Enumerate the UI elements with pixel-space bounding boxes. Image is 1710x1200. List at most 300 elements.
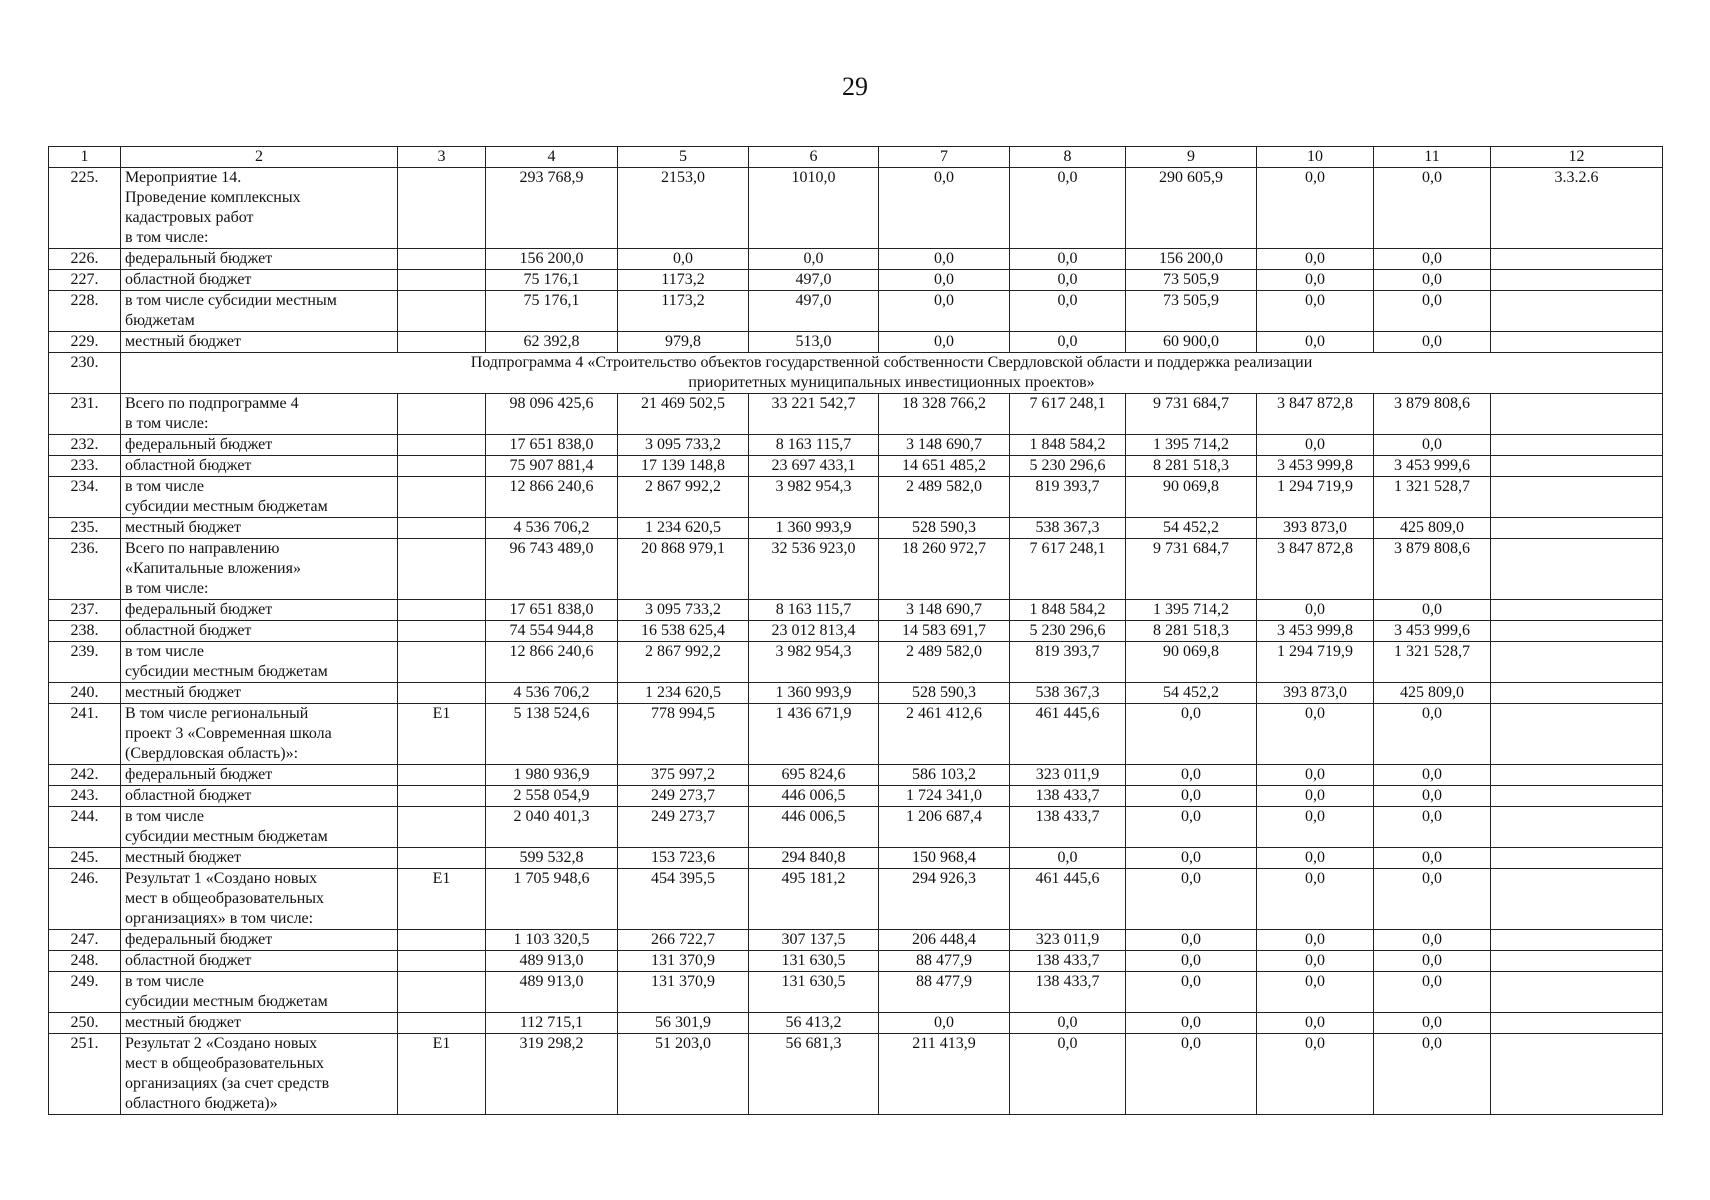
target-indicator [1491,642,1663,683]
table-row [49,848,1663,869]
target-indicator [1491,621,1663,642]
value-cell: 0,0 [1257,765,1374,786]
value-cell: 0,0 [1257,600,1374,621]
target-indicator [1491,704,1663,765]
value-cell: 2153,0 [618,168,749,249]
value-cell: 211 413,9 [879,1034,1010,1115]
value-cell: 90 069,8 [1126,642,1257,683]
row-code [398,394,486,435]
row-name: местный бюджет [121,518,398,539]
table-row [49,539,1663,600]
row-code [398,477,486,518]
value-cell: 3 982 954,3 [749,477,879,518]
value-cell: 138 433,7 [1010,951,1126,972]
table-body [49,168,1663,1115]
value-cell: 819 393,7 [1010,477,1126,518]
value-cell: 131 370,9 [618,972,749,1013]
value-cell: 0,0 [1126,807,1257,848]
table-row [49,642,1663,683]
value-cell: 0,0 [1374,972,1491,1013]
value-cell: 489 913,0 [486,972,618,1013]
column-header-11: 11 [1374,147,1491,168]
row-number: 239. [49,642,121,683]
table-row [49,291,1663,332]
table-row [49,270,1663,291]
value-cell: 9 731 684,7 [1126,539,1257,600]
value-cell: 0,0 [1257,704,1374,765]
target-indicator [1491,270,1663,291]
table-row [49,456,1663,477]
value-cell: 0,0 [1010,848,1126,869]
value-cell: 17 139 148,8 [618,456,749,477]
row-number: 251. [49,1034,121,1115]
row-code [398,930,486,951]
target-indicator [1491,1034,1663,1115]
row-name: областной бюджет [121,456,398,477]
target-indicator: 3.3.2.6 [1491,168,1663,249]
value-cell: 0,0 [1126,951,1257,972]
value-cell: 18 328 766,2 [879,394,1010,435]
value-cell: 0,0 [1010,332,1126,353]
value-cell: 0,0 [1374,332,1491,353]
value-cell: 1 321 528,7 [1374,642,1491,683]
value-cell: 0,0 [1374,869,1491,930]
column-header-4: 4 [486,147,618,168]
row-number: 229. [49,332,121,353]
target-indicator [1491,951,1663,972]
row-number: 245. [49,848,121,869]
value-cell: 0,0 [1374,951,1491,972]
value-cell: 0,0 [1374,291,1491,332]
value-cell: 319 298,2 [486,1034,618,1115]
row-code [398,168,486,249]
value-cell: 0,0 [1374,930,1491,951]
header-row [49,147,1663,168]
value-cell: 446 006,5 [749,786,879,807]
row-name: Результат 1 «Создано новых мест в общеобразовательных организациях» в том числе: [121,869,398,930]
value-cell: 495 181,2 [749,869,879,930]
value-cell: 0,0 [1257,951,1374,972]
row-number: 236. [49,539,121,600]
value-cell: 0,0 [1374,249,1491,270]
value-cell: 0,0 [879,291,1010,332]
value-cell: 0,0 [1257,848,1374,869]
value-cell: 0,0 [1257,972,1374,1013]
value-cell: 131 630,5 [749,972,879,1013]
value-cell: 0,0 [1010,249,1126,270]
value-cell: 206 448,4 [879,930,1010,951]
row-code: Е1 [398,1034,486,1115]
target-indicator [1491,972,1663,1013]
value-cell: 3 453 999,6 [1374,621,1491,642]
row-code [398,435,486,456]
value-cell: 0,0 [1257,435,1374,456]
value-cell: 14 583 691,7 [879,621,1010,642]
value-cell: 0,0 [1257,270,1374,291]
value-cell: 2 489 582,0 [879,477,1010,518]
row-number: 238. [49,621,121,642]
value-cell: 12 866 240,6 [486,477,618,518]
row-number: 242. [49,765,121,786]
table-row [49,168,1663,249]
value-cell: 3 879 808,6 [1374,539,1491,600]
value-cell: 75 176,1 [486,270,618,291]
value-cell: 1 321 528,7 [1374,477,1491,518]
value-cell: 56 413,2 [749,1013,879,1034]
value-cell: 73 505,9 [1126,270,1257,291]
value-cell: 3 847 872,8 [1257,539,1374,600]
value-cell: 3 148 690,7 [879,600,1010,621]
value-cell: 1 705 948,6 [486,869,618,930]
value-cell: 290 605,9 [1126,168,1257,249]
value-cell: 98 096 425,6 [486,394,618,435]
column-header-3: 3 [398,147,486,168]
value-cell: 0,0 [1374,765,1491,786]
value-cell: 461 445,6 [1010,869,1126,930]
value-cell: 75 176,1 [486,291,618,332]
row-name: Мероприятие 14. Проведение комплексных кадастровых работ в том числе: [121,168,398,249]
row-name: областной бюджет [121,786,398,807]
target-indicator [1491,249,1663,270]
value-cell: 0,0 [749,249,879,270]
value-cell: 819 393,7 [1010,642,1126,683]
target-indicator [1491,869,1663,930]
row-number: 246. [49,869,121,930]
row-number: 237. [49,600,121,621]
value-cell: 88 477,9 [879,951,1010,972]
value-cell: 88 477,9 [879,972,1010,1013]
value-cell: 1 848 584,2 [1010,435,1126,456]
row-code [398,786,486,807]
value-cell: 2 558 054,9 [486,786,618,807]
value-cell: 0,0 [1010,1013,1126,1034]
value-cell: 528 590,3 [879,683,1010,704]
value-cell: 3 148 690,7 [879,435,1010,456]
column-header-12: 12 [1491,147,1663,168]
value-cell: 1 206 687,4 [879,807,1010,848]
value-cell: 3 453 999,6 [1374,456,1491,477]
value-cell: 3 095 733,2 [618,600,749,621]
value-cell: 1173,2 [618,291,749,332]
row-name: Результат 2 «Создано новых мест в общеобразовательных организациях (за счет средств областного бюджета)» [121,1034,398,1115]
row-name: Всего по направлению «Капитальные вложения» в том числе: [121,539,398,600]
table-row [49,972,1663,1013]
target-indicator [1491,683,1663,704]
value-cell: 138 433,7 [1010,807,1126,848]
value-cell: 0,0 [1257,332,1374,353]
row-name: федеральный бюджет [121,765,398,786]
value-cell: 156 200,0 [486,249,618,270]
value-cell: 0,0 [1010,291,1126,332]
value-cell: 0,0 [1257,869,1374,930]
table-row [49,930,1663,951]
row-name: Всего по подпрограмме 4 в том числе: [121,394,398,435]
value-cell: 307 137,5 [749,930,879,951]
value-cell: 32 536 923,0 [749,539,879,600]
row-number: 232. [49,435,121,456]
target-indicator [1491,807,1663,848]
subprogram-title: Подпрограмма 4 «Строительство объектов государственной собственности Свердловской области и поддержка реализации приоритетных муниципальных инвестиционных проектов» [121,353,1663,394]
value-cell: 375 997,2 [618,765,749,786]
column-header-9: 9 [1126,147,1257,168]
value-cell: 5 230 296,6 [1010,456,1126,477]
value-cell: 62 392,8 [486,332,618,353]
target-indicator [1491,291,1663,332]
row-code [398,1013,486,1034]
value-cell: 461 445,6 [1010,704,1126,765]
value-cell: 51 203,0 [618,1034,749,1115]
value-cell: 23 697 433,1 [749,456,879,477]
value-cell: 1 360 993,9 [749,683,879,704]
row-name: областной бюджет [121,951,398,972]
value-cell: 497,0 [749,291,879,332]
value-cell: 23 012 813,4 [749,621,879,642]
row-name: в том числе субсидии местным бюджетам [121,807,398,848]
row-code [398,683,486,704]
value-cell: 17 651 838,0 [486,435,618,456]
table-row [49,249,1663,270]
table-row [49,765,1663,786]
value-cell: 0,0 [1257,1034,1374,1115]
value-cell: 294 926,3 [879,869,1010,930]
value-cell: 0,0 [1126,704,1257,765]
row-name: областной бюджет [121,270,398,291]
value-cell: 0,0 [1010,168,1126,249]
target-indicator [1491,1013,1663,1034]
target-indicator [1491,435,1663,456]
target-indicator [1491,765,1663,786]
value-cell: 3 879 808,6 [1374,394,1491,435]
row-number: 231. [49,394,121,435]
table-row [49,518,1663,539]
value-cell: 0,0 [1257,807,1374,848]
value-cell: 7 617 248,1 [1010,394,1126,435]
value-cell: 323 011,9 [1010,765,1126,786]
value-cell: 0,0 [1257,291,1374,332]
value-cell: 425 809,0 [1374,518,1491,539]
row-name: В том числе региональный проект 3 «Современная школа (Свердловская область)»: [121,704,398,765]
row-code [398,456,486,477]
value-cell: 446 006,5 [749,807,879,848]
value-cell: 138 433,7 [1010,786,1126,807]
row-number: 249. [49,972,121,1013]
value-cell: 60 900,0 [1126,332,1257,353]
value-cell: 0,0 [879,1013,1010,1034]
value-cell: 586 103,2 [879,765,1010,786]
row-name: в том числе субсидии местным бюджетам [121,477,398,518]
table-row [49,1034,1663,1115]
row-name: федеральный бюджет [121,930,398,951]
value-cell: 8 163 115,7 [749,600,879,621]
value-cell: 1 103 320,5 [486,930,618,951]
value-cell: 17 651 838,0 [486,600,618,621]
value-cell: 8 163 115,7 [749,435,879,456]
value-cell: 12 866 240,6 [486,642,618,683]
table-row [49,600,1663,621]
value-cell: 1 395 714,2 [1126,435,1257,456]
row-number: 247. [49,930,121,951]
row-number: 230. [49,353,121,394]
value-cell: 0,0 [1126,848,1257,869]
value-cell: 3 453 999,8 [1257,456,1374,477]
target-indicator [1491,456,1663,477]
value-cell: 3 847 872,8 [1257,394,1374,435]
value-cell: 0,0 [879,168,1010,249]
target-indicator [1491,477,1663,518]
table-row [49,332,1663,353]
target-indicator [1491,786,1663,807]
row-code [398,291,486,332]
row-number: 244. [49,807,121,848]
target-indicator [1491,600,1663,621]
row-number: 225. [49,168,121,249]
row-number: 250. [49,1013,121,1034]
row-number: 240. [49,683,121,704]
value-cell: 0,0 [1374,848,1491,869]
target-indicator [1491,539,1663,600]
value-cell: 1 234 620,5 [618,518,749,539]
row-name: в том числе субсидии местным бюджетам [121,291,398,332]
column-header-10: 10 [1257,147,1374,168]
value-cell: 393 873,0 [1257,518,1374,539]
table-row [49,394,1663,435]
value-cell: 0,0 [1126,1013,1257,1034]
value-cell: 0,0 [1126,786,1257,807]
value-cell: 96 743 489,0 [486,539,618,600]
row-number: 227. [49,270,121,291]
value-cell: 5 230 296,6 [1010,621,1126,642]
row-code [398,539,486,600]
value-cell: 0,0 [1374,807,1491,848]
row-code [398,518,486,539]
value-cell: 0,0 [1374,704,1491,765]
value-cell: 599 532,8 [486,848,618,869]
value-cell: 4 536 706,2 [486,518,618,539]
value-cell: 0,0 [1126,765,1257,786]
value-cell: 138 433,7 [1010,972,1126,1013]
value-cell: 1 294 719,9 [1257,642,1374,683]
table-row [49,704,1663,765]
column-header-6: 6 [749,147,879,168]
value-cell: 3 982 954,3 [749,642,879,683]
value-cell: 0,0 [1010,1034,1126,1115]
row-name: местный бюджет [121,1013,398,1034]
row-code [398,972,486,1013]
value-cell: 73 505,9 [1126,291,1257,332]
target-indicator [1491,394,1663,435]
column-header-5: 5 [618,147,749,168]
value-cell: 131 630,5 [749,951,879,972]
value-cell: 0,0 [1257,786,1374,807]
value-cell: 513,0 [749,332,879,353]
value-cell: 2 867 992,2 [618,642,749,683]
target-indicator [1491,518,1663,539]
value-cell: 1 436 671,9 [749,704,879,765]
value-cell: 249 273,7 [618,807,749,848]
value-cell: 131 370,9 [618,951,749,972]
value-cell: 0,0 [1374,786,1491,807]
value-cell: 249 273,7 [618,786,749,807]
row-name: местный бюджет [121,683,398,704]
value-cell: 425 809,0 [1374,683,1491,704]
row-name: федеральный бюджет [121,249,398,270]
value-cell: 294 840,8 [749,848,879,869]
value-cell: 4 536 706,2 [486,683,618,704]
value-cell: 266 722,7 [618,930,749,951]
table-row [49,1013,1663,1034]
value-cell: 16 538 625,4 [618,621,749,642]
value-cell: 1 360 993,9 [749,518,879,539]
row-code [398,765,486,786]
row-number: 235. [49,518,121,539]
value-cell: 2 461 412,6 [879,704,1010,765]
value-cell: 0,0 [1126,1034,1257,1115]
table-row [49,621,1663,642]
page-number: 29 [842,72,868,101]
row-number: 248. [49,951,121,972]
value-cell: 0,0 [1257,1013,1374,1034]
row-number: 241. [49,704,121,765]
value-cell: 7 617 248,1 [1010,539,1126,600]
row-name: в том числе субсидии местным бюджетам [121,642,398,683]
value-cell: 56 301,9 [618,1013,749,1034]
value-cell: 0,0 [1257,168,1374,249]
target-indicator [1491,930,1663,951]
value-cell: 156 200,0 [1126,249,1257,270]
row-name: местный бюджет [121,332,398,353]
table-row [49,477,1663,518]
budget-table [48,146,1663,1115]
value-cell: 0,0 [1010,270,1126,291]
value-cell: 75 907 881,4 [486,456,618,477]
value-cell: 18 260 972,7 [879,539,1010,600]
value-cell: 393 873,0 [1257,683,1374,704]
value-cell: 778 994,5 [618,704,749,765]
value-cell: 979,8 [618,332,749,353]
column-header-7: 7 [879,147,1010,168]
value-cell: 150 968,4 [879,848,1010,869]
value-cell: 1 294 719,9 [1257,477,1374,518]
value-cell: 5 138 524,6 [486,704,618,765]
column-header-8: 8 [1010,147,1126,168]
column-header-1: 1 [49,147,121,168]
table-row [49,869,1663,930]
value-cell: 0,0 [1126,869,1257,930]
value-cell: 1 234 620,5 [618,683,749,704]
value-cell: 1173,2 [618,270,749,291]
row-code [398,600,486,621]
table-row [49,683,1663,704]
row-name: федеральный бюджет [121,600,398,621]
value-cell: 14 651 485,2 [879,456,1010,477]
value-cell: 695 824,6 [749,765,879,786]
row-code [398,249,486,270]
value-cell: 0,0 [1126,972,1257,1013]
row-number: 243. [49,786,121,807]
value-cell: 153 723,6 [618,848,749,869]
value-cell: 112 715,1 [486,1013,618,1034]
value-cell: 3 453 999,8 [1257,621,1374,642]
value-cell: 2 040 401,3 [486,807,618,848]
value-cell: 454 395,5 [618,869,749,930]
value-cell: 2 867 992,2 [618,477,749,518]
value-cell: 1 848 584,2 [1010,600,1126,621]
value-cell: 1 724 341,0 [879,786,1010,807]
table-row [49,807,1663,848]
value-cell: 538 367,3 [1010,683,1126,704]
row-code [398,621,486,642]
value-cell: 293 768,9 [486,168,618,249]
